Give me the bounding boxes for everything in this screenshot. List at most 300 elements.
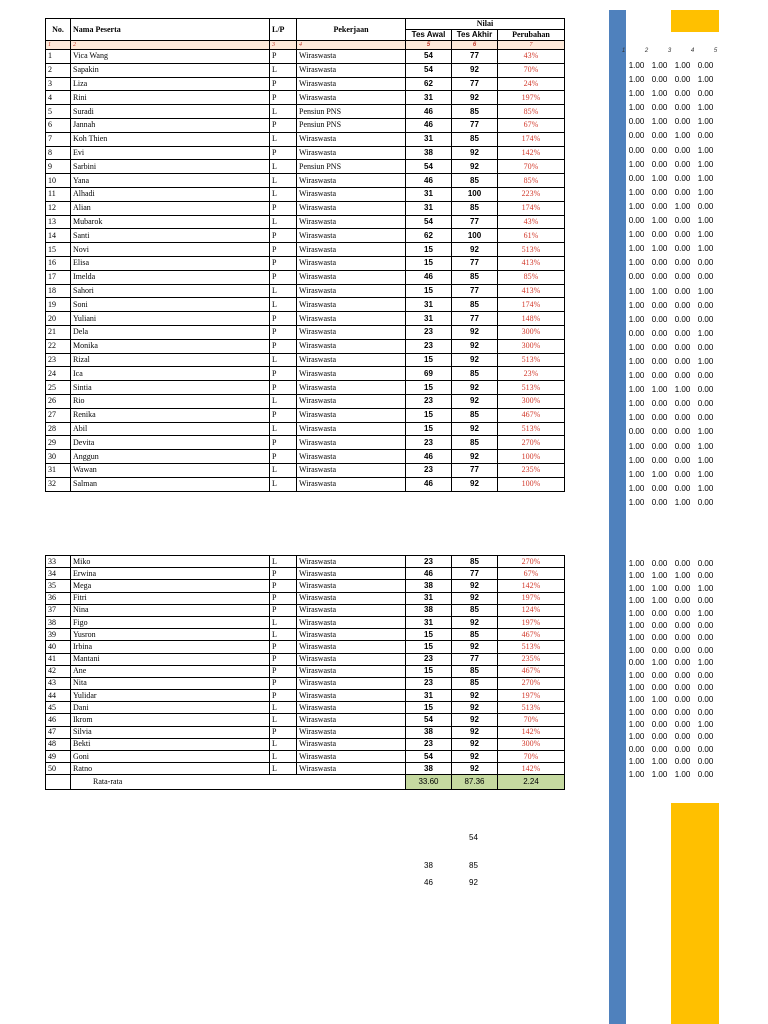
matrix-cell: 1.00 [628, 571, 645, 581]
row-no: 49 [46, 751, 71, 763]
matrix-cell: 0.00 [651, 328, 668, 338]
matrix-cell: 0.00 [628, 145, 645, 155]
matrix-row [625, 228, 717, 242]
matrix-row [625, 397, 717, 411]
posttest-score: 92 [452, 616, 498, 628]
note-value: 54 [469, 833, 478, 842]
posttest-score: 85 [452, 132, 498, 146]
matrix-cell: 0.00 [674, 559, 691, 568]
column-index-cell: 6 [452, 41, 498, 50]
matrix-row [625, 144, 717, 158]
matrix-cell: 0.00 [674, 682, 691, 692]
matrix-cell: 0.00 [697, 201, 714, 211]
matrix-row [625, 731, 717, 743]
participants-table-part2 [45, 555, 565, 790]
matrix-cell: 0.00 [697, 633, 714, 643]
change-percent: 513% [498, 422, 565, 436]
gender: P [270, 201, 297, 215]
matrix-cell: 0.00 [697, 131, 714, 141]
matrix-cell: 1.00 [628, 707, 645, 717]
occupation: Wiraswasta [297, 568, 406, 580]
matrix-header-cell: 2 [644, 48, 649, 54]
matrix-cell: 0.00 [697, 695, 714, 705]
occupation: Wiraswasta [297, 312, 406, 326]
participant-name: Sahori [71, 284, 270, 298]
change-percent: 197% [498, 592, 565, 604]
change-percent: 467% [498, 629, 565, 641]
matrix-row [625, 129, 717, 143]
occupation: Wiraswasta [297, 592, 406, 604]
participant-name: Nita [71, 677, 270, 689]
posttest-score: 92 [452, 422, 498, 436]
occupation: Wiraswasta [297, 50, 406, 64]
posttest-score: 85 [452, 408, 498, 422]
matrix-cell: 0.00 [697, 571, 714, 581]
matrix-cell: 0.00 [651, 413, 668, 423]
pretest-score: 54 [406, 63, 452, 77]
matrix-row [625, 595, 717, 607]
table-row [46, 629, 565, 641]
posttest-score: 85 [452, 201, 498, 215]
change-percent: 197% [498, 616, 565, 628]
posttest-score: 85 [452, 556, 498, 568]
participant-name: Koh Thien [71, 132, 270, 146]
matrix-cell: 0.00 [697, 314, 714, 324]
participant-name: Salman [71, 477, 270, 491]
posttest-score: 85 [452, 604, 498, 616]
row-no: 41 [46, 653, 71, 665]
matrix-cell: 0.00 [651, 455, 668, 465]
occupation: Wiraswasta [297, 353, 406, 367]
gender: P [270, 270, 297, 284]
pretest-score: 46 [406, 118, 452, 132]
participant-name: Mubarok [71, 215, 270, 229]
matrix-cell: 0.00 [628, 131, 645, 141]
average-label: Rata-rata [71, 775, 406, 790]
table-row [46, 592, 565, 604]
row-no: 48 [46, 738, 71, 750]
matrix-cell: 0.00 [651, 145, 668, 155]
pretest-score: 31 [406, 298, 452, 312]
matrix-cell: 1.00 [628, 385, 645, 395]
row-no: 18 [46, 284, 71, 298]
matrix-cell: 0.00 [651, 670, 668, 680]
average-change: 2.24 [498, 775, 565, 790]
change-percent: 223% [498, 187, 565, 201]
table-row [46, 463, 565, 477]
row-no: 45 [46, 702, 71, 714]
participant-name: Renika [71, 408, 270, 422]
matrix-cell: 1.00 [697, 328, 714, 338]
posttest-score: 92 [452, 63, 498, 77]
change-percent: 24% [498, 77, 565, 91]
gender: P [270, 408, 297, 422]
note-value: 92 [469, 878, 478, 887]
occupation: Pensiun PNS [297, 105, 406, 119]
matrix-cell: 0.00 [651, 131, 668, 141]
matrix-cell: 0.00 [651, 497, 668, 507]
matrix-cell: 0.00 [651, 342, 668, 352]
matrix-cell: 1.00 [697, 455, 714, 465]
matrix-cell: 1.00 [628, 757, 645, 767]
matrix-cell: 0.00 [674, 720, 691, 730]
matrix-cell: 0.00 [674, 230, 691, 240]
occupation: Wiraswasta [297, 436, 406, 450]
row-no: 5 [46, 105, 71, 119]
row-no: 2 [46, 63, 71, 77]
matrix-cell: 0.00 [697, 272, 714, 282]
posttest-score: 92 [452, 751, 498, 763]
matrix-cell: 1.00 [697, 159, 714, 169]
row-no: 23 [46, 353, 71, 367]
gender: L [270, 284, 297, 298]
change-percent: 85% [498, 174, 565, 188]
matrix-row [625, 657, 717, 669]
posttest-score: 85 [452, 174, 498, 188]
gender: P [270, 677, 297, 689]
change-percent: 270% [498, 677, 565, 689]
occupation: Wiraswasta [297, 477, 406, 491]
pretest-score: 23 [406, 325, 452, 339]
matrix-cell: 0.00 [674, 620, 691, 630]
participant-name: Yulidar [71, 690, 270, 702]
matrix-row [625, 468, 717, 482]
matrix-row [625, 327, 717, 341]
matrix-cell: 1.00 [628, 201, 645, 211]
participant-name: Ica [71, 367, 270, 381]
participant-name: Goni [71, 751, 270, 763]
occupation: Wiraswasta [297, 408, 406, 422]
gender: L [270, 105, 297, 119]
row-no: 10 [46, 174, 71, 188]
matrix-cell: 0.00 [674, 658, 691, 668]
matrix-cell: 1.00 [628, 314, 645, 324]
matrix-cell: 1.00 [628, 61, 645, 70]
matrix-cell: 0.00 [674, 216, 691, 226]
table-row [46, 105, 565, 119]
matrix-cell: 0.00 [674, 744, 691, 754]
matrix-cell: 0.00 [697, 559, 714, 568]
table-row [46, 91, 565, 105]
pretest-score: 15 [406, 381, 452, 395]
matrix-cell: 1.00 [697, 441, 714, 451]
column-index-cell: 5 [406, 41, 452, 50]
occupation: Wiraswasta [297, 702, 406, 714]
matrix-cell: 1.00 [651, 695, 668, 705]
matrix-cell: 0.00 [697, 645, 714, 655]
posttest-score: 77 [452, 653, 498, 665]
row-no: 24 [46, 367, 71, 381]
matrix-cell: 0.00 [628, 658, 645, 668]
matrix-cell: 1.00 [674, 571, 691, 581]
matrix-cell: 0.00 [651, 483, 668, 493]
matrix-cell: 0.00 [651, 103, 668, 113]
pretest-score: 38 [406, 604, 452, 616]
change-percent: 300% [498, 738, 565, 750]
matrix-row [625, 756, 717, 768]
matrix-cell: 1.00 [697, 356, 714, 366]
table-row [46, 312, 565, 326]
row-no: 36 [46, 592, 71, 604]
change-percent: 413% [498, 256, 565, 270]
pretest-score: 23 [406, 653, 452, 665]
matrix-cell: 0.00 [674, 695, 691, 705]
matrix-row [625, 411, 717, 425]
participant-name: Liza [71, 77, 270, 91]
change-percent: 142% [498, 763, 565, 775]
participant-name: Bekti [71, 738, 270, 750]
gender: L [270, 353, 297, 367]
pretest-score: 31 [406, 132, 452, 146]
matrix-row [625, 172, 717, 186]
participant-name: Wawan [71, 463, 270, 477]
occupation: Wiraswasta [297, 187, 406, 201]
occupation: Wiraswasta [297, 174, 406, 188]
matrix-cell: 1.00 [697, 230, 714, 240]
participant-name: Rio [71, 394, 270, 408]
matrix-cell: 0.00 [651, 159, 668, 169]
occupation: Wiraswasta [297, 616, 406, 628]
change-percent: 61% [498, 229, 565, 243]
row-no: 4 [46, 91, 71, 105]
matrix-part1 [625, 59, 717, 510]
occupation: Wiraswasta [297, 284, 406, 298]
matrix-cell: 1.00 [697, 173, 714, 183]
matrix-cell: 1.00 [628, 559, 645, 568]
participant-name: Suradi [71, 105, 270, 119]
gender: L [270, 477, 297, 491]
row-no: 43 [46, 677, 71, 689]
gender: L [270, 714, 297, 726]
change-percent: 43% [498, 215, 565, 229]
occupation: Wiraswasta [297, 450, 406, 464]
matrix-cell: 1.00 [628, 497, 645, 507]
table-row [46, 690, 565, 702]
gender: P [270, 229, 297, 243]
row-no: 25 [46, 381, 71, 395]
matrix-cell: 0.00 [674, 608, 691, 618]
change-percent: 513% [498, 381, 565, 395]
gender: P [270, 50, 297, 64]
matrix-row [625, 341, 717, 355]
matrix-cell: 0.00 [651, 399, 668, 409]
matrix-cell: 0.00 [674, 173, 691, 183]
change-percent: 197% [498, 690, 565, 702]
table-row [46, 568, 565, 580]
gender: L [270, 63, 297, 77]
matrix-cell: 1.00 [628, 89, 645, 99]
participant-name: Elisa [71, 256, 270, 270]
occupation: Pensiun PNS [297, 118, 406, 132]
column-index-cell: 2 [71, 41, 270, 50]
gender: L [270, 763, 297, 775]
matrix-cell: 1.00 [651, 61, 668, 70]
matrix-row [625, 645, 717, 657]
matrix-cell: 0.00 [674, 300, 691, 310]
matrix-cell: 0.00 [651, 314, 668, 324]
matrix-cell: 1.00 [651, 89, 668, 99]
matrix-row [625, 694, 717, 706]
gender: P [270, 604, 297, 616]
average-pre: 33.60 [406, 775, 452, 790]
posttest-score: 92 [452, 353, 498, 367]
occupation: Wiraswasta [297, 604, 406, 616]
occupation: Wiraswasta [297, 381, 406, 395]
change-percent: 70% [498, 714, 565, 726]
matrix-row [625, 369, 717, 383]
table-row [46, 408, 565, 422]
pretest-score: 31 [406, 616, 452, 628]
gender: L [270, 215, 297, 229]
matrix-header-cell: 3 [667, 48, 672, 54]
occupation: Wiraswasta [297, 215, 406, 229]
matrix-row [625, 242, 717, 256]
gender: L [270, 174, 297, 188]
table-row [46, 394, 565, 408]
participant-name: Alhadi [71, 187, 270, 201]
matrix-row [625, 214, 717, 228]
participant-name: Mega [71, 580, 270, 592]
matrix-row [625, 313, 717, 327]
matrix-row [625, 454, 717, 468]
matrix-cell: 1.00 [674, 385, 691, 395]
row-no: 14 [46, 229, 71, 243]
pretest-score: 23 [406, 436, 452, 450]
table-row [46, 436, 565, 450]
matrix-row [625, 482, 717, 496]
table-row [46, 229, 565, 243]
occupation: Wiraswasta [297, 751, 406, 763]
matrix-cell: 1.00 [628, 633, 645, 643]
posttest-score: 92 [452, 641, 498, 653]
matrix-cell: 0.00 [697, 342, 714, 352]
change-percent: 197% [498, 91, 565, 105]
posttest-score: 92 [452, 726, 498, 738]
change-percent: 67% [498, 568, 565, 580]
matrix-cell: 0.00 [651, 559, 668, 568]
matrix-cell: 1.00 [697, 286, 714, 296]
pretest-score: 46 [406, 450, 452, 464]
matrix-cell: 1.00 [628, 399, 645, 409]
matrix-cell: 1.00 [651, 469, 668, 479]
column-index-cell: 1 [46, 41, 71, 50]
participant-name: Silvia [71, 726, 270, 738]
matrix-cell: 0.00 [651, 258, 668, 268]
posttest-score: 77 [452, 463, 498, 477]
occupation: Wiraswasta [297, 325, 406, 339]
table-row [46, 580, 565, 592]
gender: L [270, 187, 297, 201]
table-row [46, 450, 565, 464]
matrix-row [625, 769, 717, 781]
matrix-cell: 1.00 [651, 286, 668, 296]
matrix-cell: 0.00 [674, 117, 691, 127]
matrix-cell: 0.00 [697, 757, 714, 767]
matrix-cell: 0.00 [674, 757, 691, 767]
gender: L [270, 751, 297, 763]
matrix-cell: 0.00 [697, 61, 714, 70]
matrix-row [625, 158, 717, 172]
gender: L [270, 463, 297, 477]
matrix-row [625, 570, 717, 582]
table-row [46, 726, 565, 738]
posttest-score: 77 [452, 77, 498, 91]
row-no: 40 [46, 641, 71, 653]
matrix-cell: 0.00 [628, 328, 645, 338]
matrix-cell: 1.00 [628, 75, 645, 85]
matrix-cell: 0.00 [651, 230, 668, 240]
change-percent: 513% [498, 243, 565, 257]
header-no: No. [46, 19, 71, 41]
matrix-cell: 0.00 [697, 670, 714, 680]
matrix-cell: 1.00 [674, 769, 691, 779]
matrix-row [625, 73, 717, 87]
matrix-cell: 0.00 [674, 286, 691, 296]
matrix-cell: 0.00 [674, 455, 691, 465]
matrix-cell: 1.00 [697, 608, 714, 618]
matrix-cell: 1.00 [628, 695, 645, 705]
table-row [46, 353, 565, 367]
row-no: 26 [46, 394, 71, 408]
pretest-score: 23 [406, 394, 452, 408]
participant-name: Anggun [71, 450, 270, 464]
table-row [46, 714, 565, 726]
matrix-cell: 1.00 [674, 61, 691, 70]
table-row [46, 270, 565, 284]
change-percent: 43% [498, 50, 565, 64]
row-no: 16 [46, 256, 71, 270]
header-lp: L/P [270, 19, 297, 41]
matrix-cell: 1.00 [628, 620, 645, 630]
participant-name: Ane [71, 665, 270, 677]
participant-name: Fitri [71, 592, 270, 604]
table-row [46, 616, 565, 628]
note-value: 46 [424, 878, 433, 887]
matrix-part2 [625, 558, 717, 781]
matrix-cell: 0.00 [651, 201, 668, 211]
row-no: 27 [46, 408, 71, 422]
table-row [46, 132, 565, 146]
gender: P [270, 653, 297, 665]
table-row [46, 50, 565, 64]
row-no: 47 [46, 726, 71, 738]
matrix-cell: 0.00 [674, 342, 691, 352]
gender: L [270, 616, 297, 628]
row-no: 13 [46, 215, 71, 229]
posttest-score: 100 [452, 229, 498, 243]
occupation: Wiraswasta [297, 229, 406, 243]
pretest-score: 54 [406, 714, 452, 726]
matrix-cell: 1.00 [697, 427, 714, 437]
column-index-cell: 3 [270, 41, 297, 50]
pretest-score: 38 [406, 580, 452, 592]
matrix-row [625, 620, 717, 632]
gender: L [270, 132, 297, 146]
change-percent: 513% [498, 702, 565, 714]
matrix-cell: 1.00 [651, 244, 668, 254]
matrix-cell: 1.00 [651, 757, 668, 767]
occupation: Wiraswasta [297, 394, 406, 408]
gender: P [270, 312, 297, 326]
posttest-score: 92 [452, 592, 498, 604]
matrix-cell: 1.00 [674, 497, 691, 507]
participant-name: Sapakin [71, 63, 270, 77]
table-row [46, 118, 565, 132]
participant-name: Santi [71, 229, 270, 243]
occupation: Wiraswasta [297, 63, 406, 77]
participant-name: Yuliani [71, 312, 270, 326]
posttest-score: 77 [452, 215, 498, 229]
